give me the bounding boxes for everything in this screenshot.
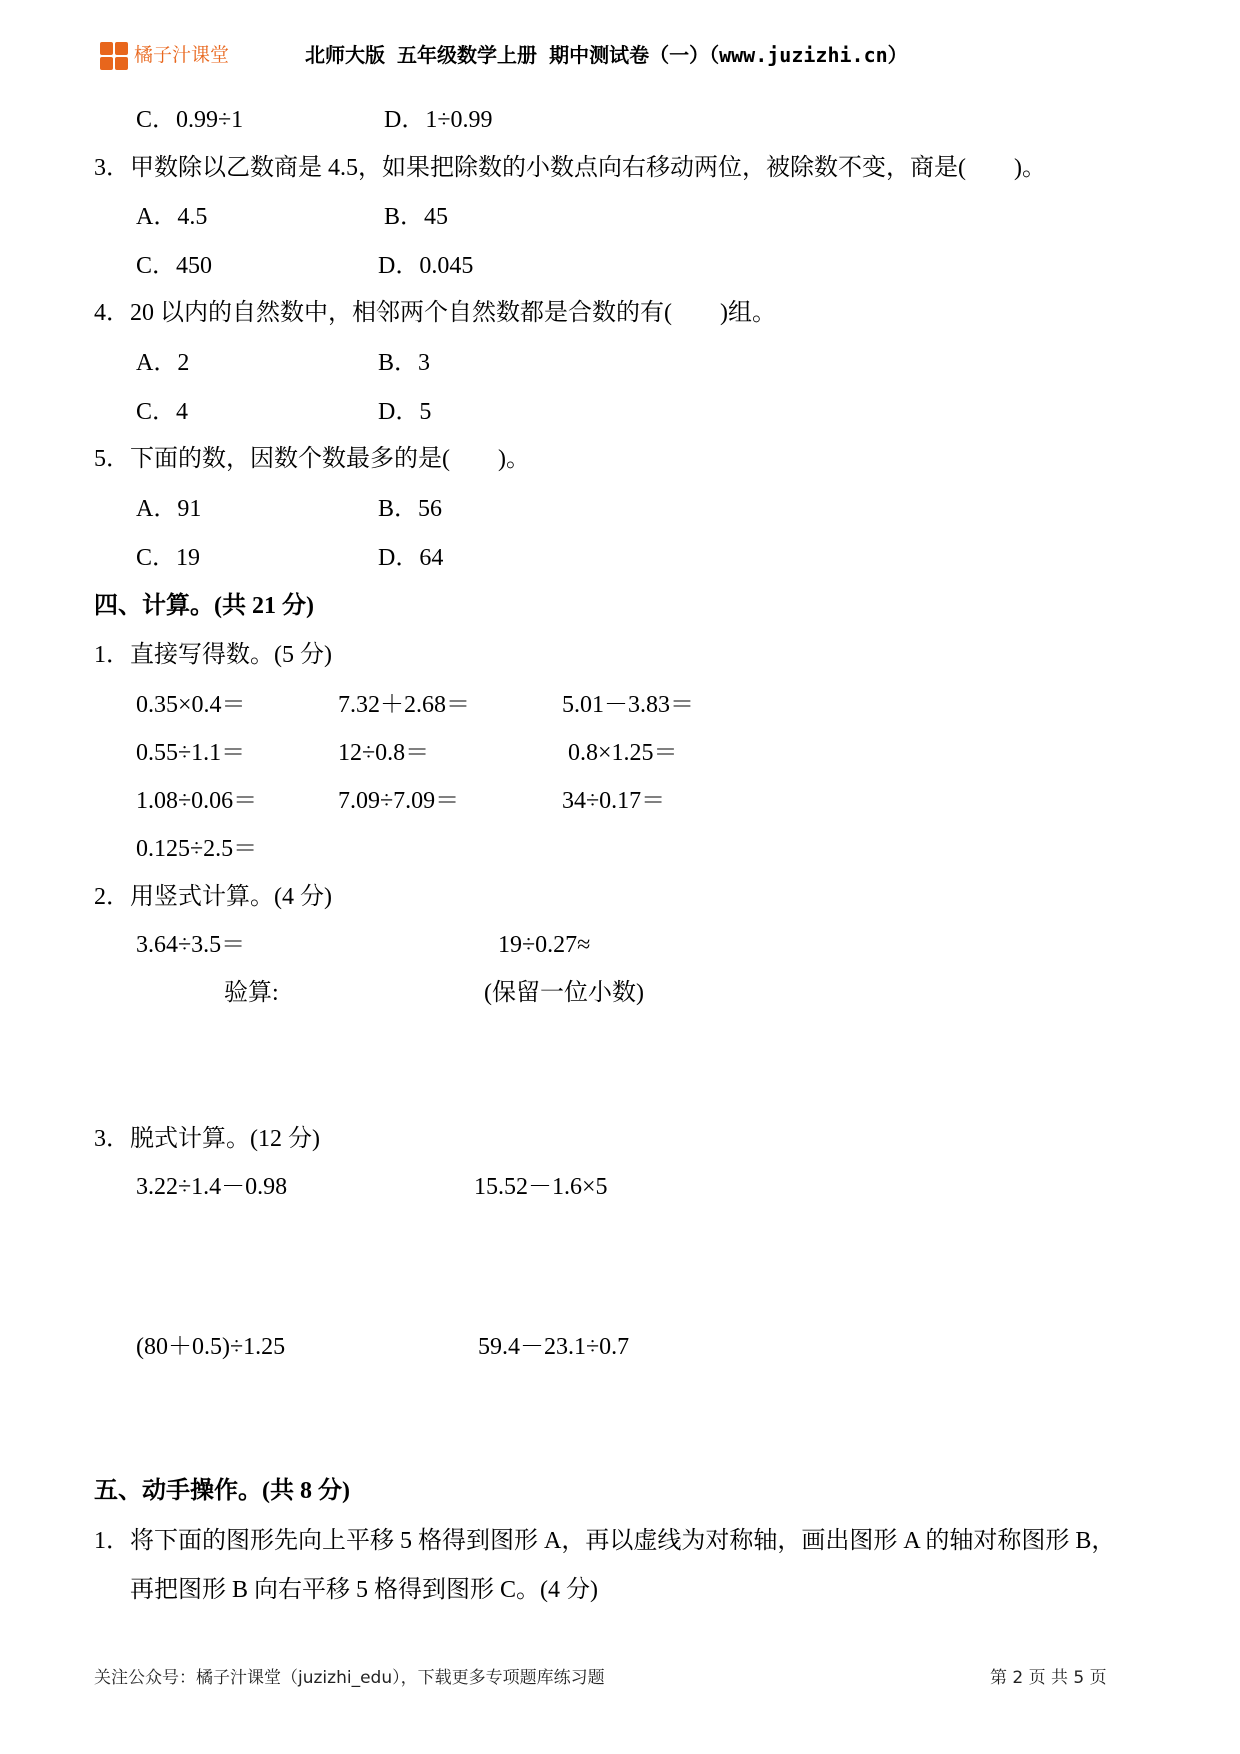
q3-stem: 3．甲数除以乙数商是 4.5，如果把除数的小数点向右移动两位，被除数不变，商是( )。: [94, 155, 1046, 181]
direct-calc-item: 0.8×1.25＝: [568, 740, 678, 766]
q5-option-b: B．56: [378, 496, 443, 522]
q5-option-c: C．19: [136, 545, 201, 571]
step-calc-expr-2: 15.52－1.6×5: [474, 1174, 608, 1200]
section5-part1-line2: 再把图形 B 向右平移 5 格得到图形 C。(4 分): [130, 1577, 598, 1603]
direct-calc-item: 5.01－3.83＝: [562, 692, 694, 718]
footer-note: 关注公众号：橘子汁课堂（juzizhi_edu），下载更多专项题库练习题: [94, 1668, 605, 1688]
q5-option-d: D．64: [378, 545, 444, 571]
brand-logo-icon: [100, 42, 130, 72]
q5-option-a: A．91: [136, 496, 202, 522]
step-calc-expr-3: (80＋0.5)÷1.25: [136, 1334, 286, 1360]
q2-option-d: D．1÷0.99: [384, 107, 493, 133]
section5-part1-line1: 1．将下面的图形先向上平移 5 格得到图形 A，再以虚线为对称轴，画出图形 A 的轴对称图形 B，: [94, 1528, 1116, 1554]
vertical-calc-expr-1: 3.64÷3.5＝: [136, 932, 246, 958]
direct-calc-item: 0.55÷1.1＝: [136, 740, 246, 766]
q2-option-c: C．0.99÷1: [136, 107, 244, 133]
step-calc-expr-1: 3.22÷1.4－0.98: [136, 1174, 288, 1200]
rounding-note: (保留一位小数): [484, 980, 644, 1006]
page-number: 第 2 页 共 5 页: [990, 1668, 1107, 1688]
brand-name: 橘子汁课堂: [134, 44, 230, 66]
direct-calc-item: 7.32＋2.68＝: [338, 692, 470, 718]
q4-option-c: C．4: [136, 399, 189, 425]
q5-stem: 5．下面的数，因数个数最多的是( )。: [94, 446, 530, 472]
direct-calc-item: 1.08÷0.06＝: [136, 788, 258, 814]
q4-option-a: A．2: [136, 350, 190, 376]
page-title: 北师大版 五年级数学上册 期中测试卷（一）（www.juzizhi.cn）: [305, 43, 908, 67]
q4-option-b: B．3: [378, 350, 431, 376]
section4-title: 四、计算。(共 21 分): [94, 593, 314, 619]
step-calc-expr-4: 59.4－23.1÷0.7: [478, 1334, 630, 1360]
q3-option-c: C．450: [136, 253, 213, 279]
direct-calc-item: 7.09÷7.09＝: [338, 788, 460, 814]
q3-option-b: B．45: [384, 204, 449, 230]
check-label: 验算:: [224, 980, 279, 1006]
q3-option-d: D．0.045: [378, 253, 474, 279]
section4-part2-stem: 2．用竖式计算。(4 分): [94, 884, 332, 910]
direct-calc-item: 12÷0.8＝: [338, 740, 430, 766]
q4-option-d: D．5: [378, 399, 432, 425]
vertical-calc-expr-2: 19÷0.27≈: [498, 932, 591, 958]
direct-calc-item: 0.125÷2.5＝: [136, 836, 258, 862]
q4-stem: 4．20 以内的自然数中，相邻两个自然数都是合数的有( )组。: [94, 300, 776, 326]
direct-calc-item: 34÷0.17＝: [562, 788, 666, 814]
section4-part1-stem: 1．直接写得数。(5 分): [94, 642, 332, 668]
direct-calc-item: 0.35×0.4＝: [136, 692, 246, 718]
q3-option-a: A．4.5: [136, 204, 208, 230]
section4-part3-stem: 3．脱式计算。(12 分): [94, 1126, 320, 1152]
section5-title: 五、动手操作。(共 8 分): [94, 1478, 350, 1504]
